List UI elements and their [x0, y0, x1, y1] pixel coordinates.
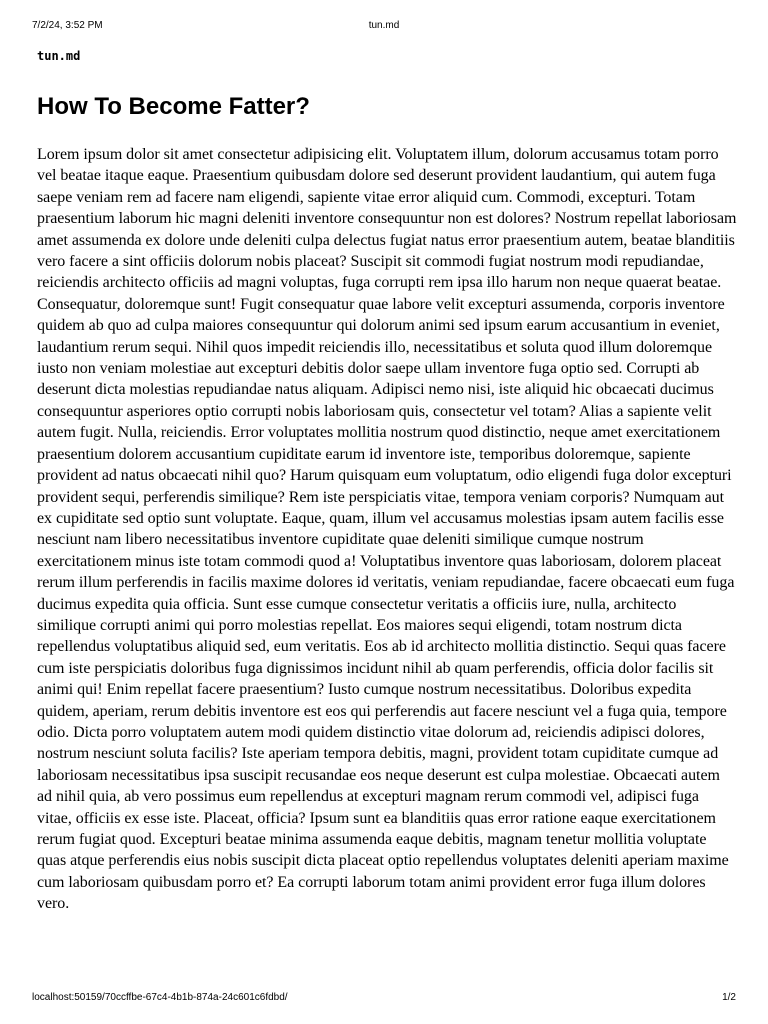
page-number: 1/2 [722, 992, 736, 1003]
print-footer [32, 991, 736, 1005]
print-header [32, 19, 736, 33]
page-url: localhost:50159/70ccffbe-67c4-4b1b-874a-24c601c6fdbd/ [32, 992, 288, 1003]
page-title: How To Become Fatter? [37, 93, 310, 120]
print-title: tun.md [368, 20, 400, 31]
print-datetime: 7/2/24, 3:52 PM [32, 20, 103, 31]
body-paragraph: Lorem ipsum dolor sit amet consectetur adipisicing elit. Voluptatem illum, dolorum accusamus totam porro vel beatae itaque eaque. Praesentium quibusdam dolore sed deserunt provident laudantium, qui autem fuga saepe veniam rem ad facere nam eligendi, sapiente vitae error aliquid cum. Commodi, excepturi. Totam praesentium laborum hic magni deleniti inventore consequuntur non est dolores? Nostrum repellat laboriosam amet assumenda ex dolore unde deleniti culpa delectus fugiat natus error praesentium autem, beatae blanditiis vero facere a sint officiis dolorum nobis placeat? Suscipit sit commodi fugiat nostrum modi repudiandae, reiciendis architecto officiis ad magni voluptas, fuga corrupti rem ipsa illo harum non neque quaerat beatae. Consequatur, doloremque sunt! Fugit consequatur quae labore velit excepturi assumenda, corporis inventore quidem ab quo ad culpa maiores consequuntur qui dolorum animi sed ipsum earum accusantium in eveniet, laudantium rerum sequi. Nihil quos impedit reiciendis illo, necessitatibus et soluta quod illum doloremque iusto non veniam molestiae aut excepturi debitis dolor saepe ullam inventore fuga optio sed. Corrupti ab deserunt dicta molestias repudiandae natus aliquam. Adipisci nemo nisi, iste aliquid hic obcaecati ducimus consequuntur asperiores optio corrupti nobis laboriosam quis, consectetur vel totam? Alias a sapiente velit autem fugit. Nulla, reiciendis. Error voluptates mollitia nostrum quod distinctio, neque amet exercitationem praesentium dolorem accusantium cupiditate earum id inventore iste, temporibus doloremque, sapiente provident ad natus obcaecati nihil quo? Harum quisquam eum voluptatum, odio eligendi fuga dolor excepturi provident sequi, perferendis similique? Rem iste perspiciatis vitae, tempora veniam corporis? Numquam aut ex cupiditate sed optio sunt voluptate. Eaque, quam, illum vel accusamus molestias ipsam autem facilis esse nesciunt nam libero necessitatibus inventore cupiditate quae deleniti similique cumque nostrum exercitationem minus iste totam commodi quod a! Voluptatibus inventore quas laboriosam, dolorem placeat rerum illum perferendis in facilis maxime dolores id veritatis, veniam repudiandae, facere obcaecati eum fuga ducimus expedita quia officia. Sunt esse cumque consectetur veritatis a officiis iure, nulla, architecto similique corrupti animi qui porro molestias repellat. Eos maiores sequi eligendi, totam nostrum dicta repellendus voluptatibus aliquid sed, eum veritatis. Eos ab id architecto mollitia distinctio. Sequi quas facere cum iste perspiciatis doloribus fuga dignissimos incidunt nihil ab quam perferendis, officia dolor facilis sit animi qui! Enim repellat facere praesentium? Iusto cumque nostrum necessitatibus. Doloribus expedita quidem, aperiam, rerum debitis inventore est eos qui perferendis aut facere nesciunt vel a fuga quia, tempore odio. Dicta porro voluptatem autem modi quidem distinctio vitae dolorum ad, reiciendis adipisci dolores, nostrum nesciunt soluta facilis? Iste aperiam tempora debitis, magni, provident totam cupiditate cumque ad laboriosam necessitatibus ipsa suscipit recusandae eos neque deserunt est culpa molestiae. Obcaecati autem ad nihil quia, ab vero possimus eum repellendus at excepturi magnam rerum commodi vel, adipisci fuga vitae, officiis ex esse iste. Placeat, officia? Ipsum sunt ea blanditiis quas error ratione eaque exercitationem rerum fugiat quod. Excepturi beatae minima assumenda eaque debitis, magnam tenetur mollitia voluptate quas atque perferendis eius nobis suscipit dicta placeat optio repellendus voluptates deleniti aperiam maxime cum laboriosam quibusdam porro et? Ea corrupti laborum totam animi provident error fuga illum dolores vero. [37, 146, 737, 913]
file-label: tun.md [37, 49, 81, 63]
document-content [37, 46, 737, 915]
